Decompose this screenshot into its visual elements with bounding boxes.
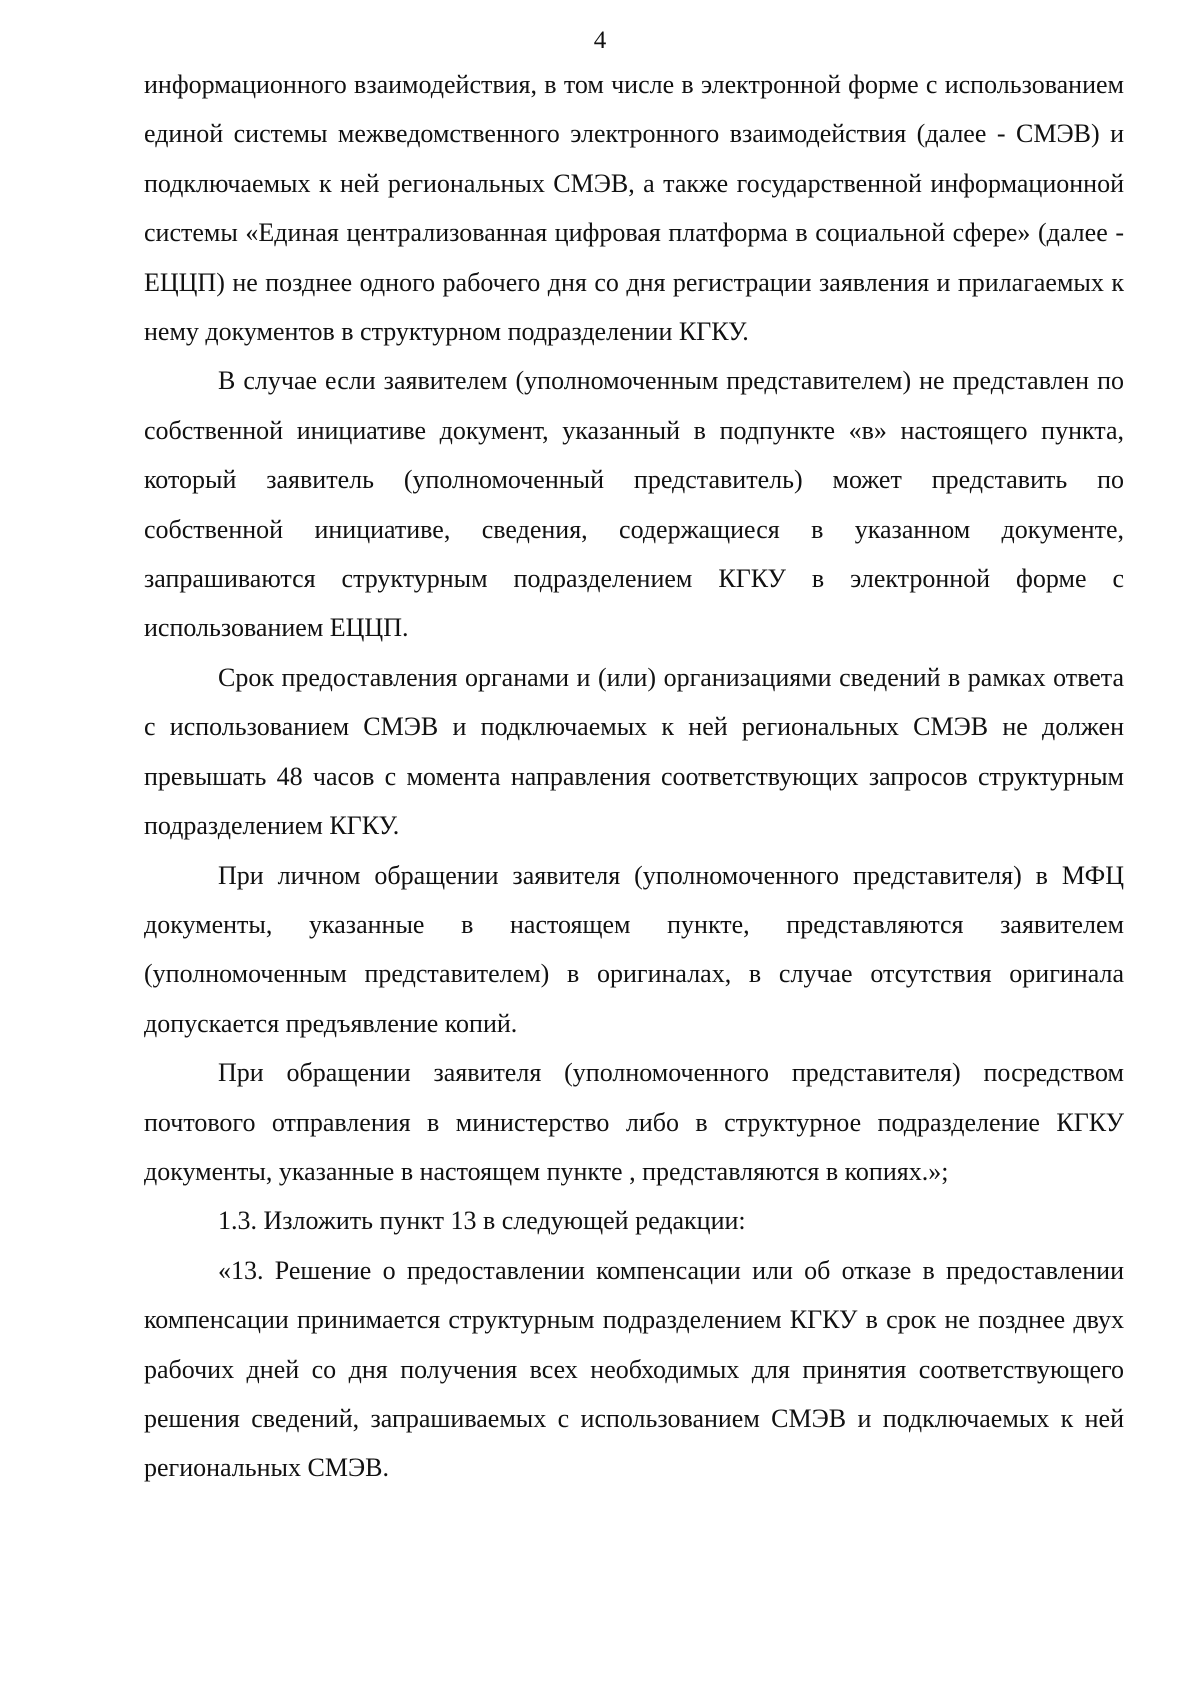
paragraph-response-deadline: Срок предоставления органами и (или) организациями сведений в рамках ответа с использованием СМЭВ и подключаемых к ней региональных СМЭВ не должен превышать 48 часов с момента направления соответствующих запросов структурным подразделением КГКУ.: [144, 662, 1124, 841]
document-body: [144, 60, 1124, 1493]
page-number: 4: [593, 27, 607, 54]
paragraph-request-ecpp: В случае если заявителем (уполномоченным представителем) не представлен по собственной инициативе документ, указанный в подпункте «в» настоящего пункта, который заявитель (уполномоченный представитель) может представить по собственной инициативе, сведения, содержащиеся в указанном документе, запрашиваются структурным подразделением КГКУ в электронной форме с использованием ЕЦЦП.: [144, 366, 1124, 643]
paragraph-postal-copies: При обращении заявителя (уполномоченного представителя) посредством почтового отправления в министерство либо в структурное подразделение КГКУ документы, указанные в настоящем пункте , представляются в копиях.»;: [144, 1058, 1124, 1186]
paragraph-clause-13: «13. Решение о предоставлении компенсации или об отказе в предоставлении компенсации принимается структурным подразделением КГКУ в срок не позднее двух рабочих дней со дня получения всех необходимых для принятия соответствующего решения сведений, запрашиваемых с использованием СМЭВ и подключаемых к ней региональных СМЭВ.: [144, 1255, 1124, 1483]
paragraph-amendment-1-3: 1.3. Изложить пункт 13 в следующей редакции:: [218, 1206, 746, 1236]
paragraph-continuation: информационного взаимодействия, в том числе в электронной форме с использованием единой системы межведомственного электронного взаимодействия (далее - СМЭВ) и подключаемых к ней региональных СМЭВ, а также государственной информационной системы «Единая централизованная цифровая платформа в социальной сфере» (далее - ЕЦЦП) не позднее одного рабочего дня со дня регистрации заявления и прилагаемых к нему документов в структурном подразделении КГКУ.: [144, 70, 1124, 347]
paragraph-mfc-originals: При личном обращении заявителя (уполномоченного представителя) в МФЦ документы, указанные в настоящем пункте, представляются заявителем (уполномоченным представителем) в оригиналах, в случае отсутствия оригинала допускается предъявление копий.: [144, 860, 1124, 1038]
